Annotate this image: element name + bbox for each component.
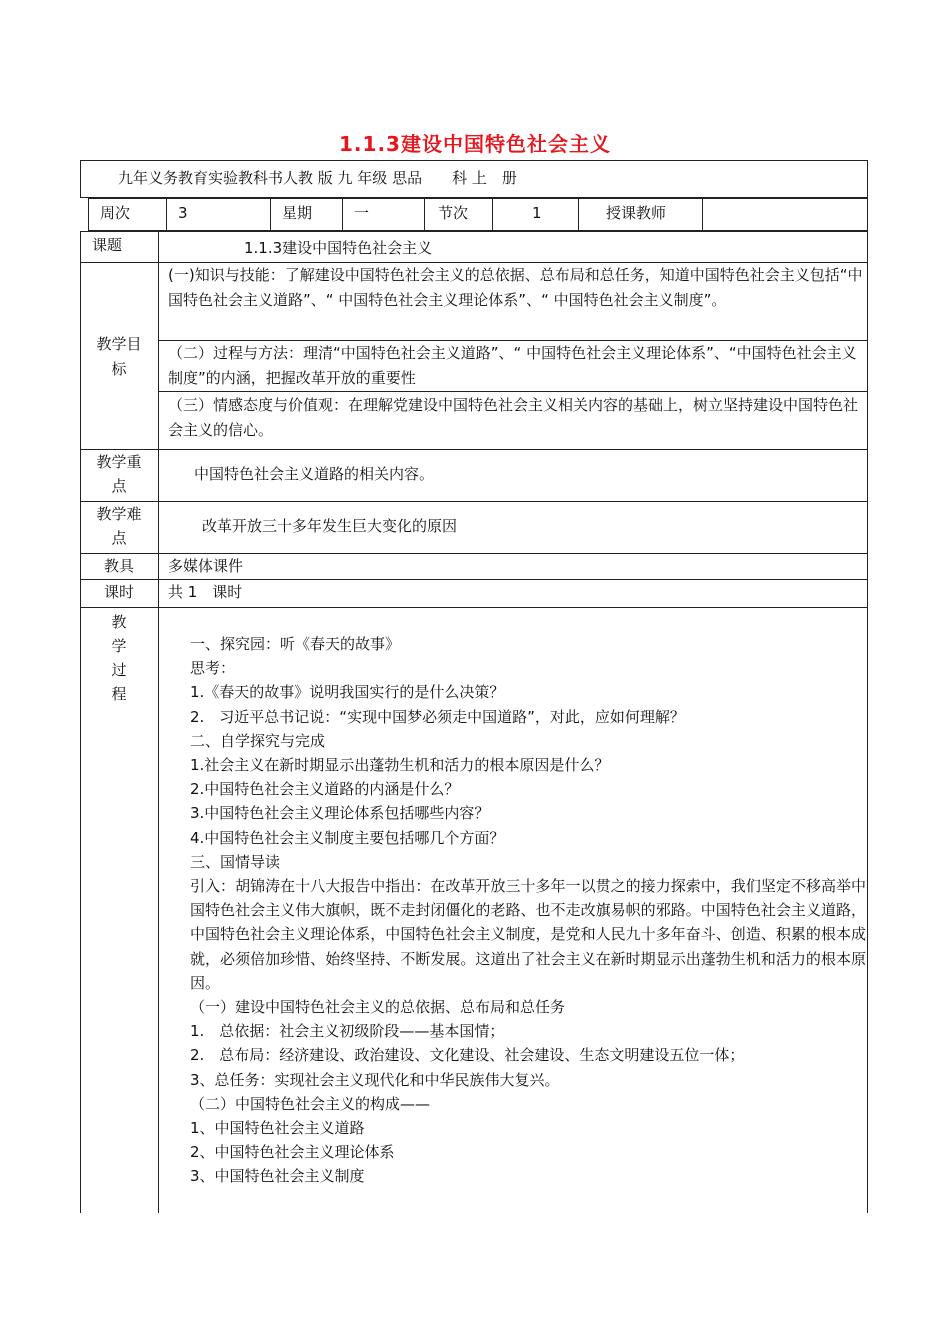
process-line: 3.中国特色社会主义理论体系包括哪些内容？	[190, 804, 490, 823]
goal-process: （二）过程与方法：理清“中国特色社会主义道路”、“ 中国特色社会主义理论体系”、“中国特色社会主义制度”的内涵，把握改革开放的重要性	[168, 344, 857, 387]
process-label-3: 过	[111, 661, 127, 679]
process-line: 2. 习近平总书记说：“实现中国梦必须走中国道路”，对此，应如何理解？	[190, 707, 685, 726]
process-line: 2.中国特色社会主义道路的内涵是什么？	[190, 780, 460, 799]
process-line: 3、中国特色社会主义制度	[190, 1167, 365, 1186]
day-label: 星期	[282, 204, 313, 222]
tools-label: 教具	[103, 557, 134, 575]
info-row	[88, 198, 868, 231]
process-label-1: 教	[111, 613, 127, 631]
process-label-4: 程	[111, 685, 127, 703]
goal-knowledge: (一)知识与技能：了解建设中国特色社会主义的总依据、总布局和总任务，知道中国特色社会主义包括“中国特色社会主义道路”、“ 中国特色社会主义理论体系”、“ 中国特色社会主义制度”。	[168, 266, 863, 309]
label-column-divider	[158, 231, 159, 1213]
process-line: 1、中国特色社会主义道路	[190, 1119, 365, 1138]
goals-label-2: 标	[111, 360, 127, 378]
key-point-label-1: 教学重	[96, 453, 142, 471]
key-point-label-2: 点	[111, 477, 127, 495]
process-label-2: 学	[111, 637, 127, 655]
process-line: 3、总任务：实现社会主义现代化和中华民族伟大复兴。	[190, 1070, 560, 1089]
tools-value: 多媒体课件	[168, 557, 244, 575]
process-line: 二、自学探究与完成	[190, 731, 326, 750]
period-value: 1	[532, 204, 542, 222]
process-line: 1.社会主义在新时期显示出蓬勃生机和活力的根本原因是什么？	[190, 756, 610, 775]
process-line: 三、国情导读	[190, 852, 281, 871]
hours-value: 共 1 课时	[168, 583, 243, 601]
topic-label: 课题	[92, 236, 123, 254]
week-label: 周次	[100, 204, 131, 222]
process-line: 4.中国特色社会主义制度主要包括哪几个方面？	[190, 828, 505, 847]
day-value: 一	[354, 204, 370, 222]
difficult-label-2: 点	[111, 529, 127, 547]
key-point-value: 中国特色社会主义道路的相关内容。	[194, 465, 435, 483]
process-intro-paragraph: 引入：胡锦涛在十八大报告中指出：在改革开放三十多年一以贯之的接力探索中，我们坚定不移高举中国特色社会主义伟大旗帜，既不走封闭僵化的老路、也不走改旗易帜的邪路。中国特色社会主义道路，中国特色社会主义理论体系，中国特色社会主义制度，是党和人民九十多年奋斗、创造、积累的根本成就，必须倍加珍惜、始终坚持、不断发展。这道出了社会主义在新时期显示出蓬勃生机和活力的根本原因。	[190, 877, 866, 992]
goals-label-1: 教学目	[96, 335, 142, 353]
period-label: 节次	[438, 204, 469, 222]
process-line: 2、中国特色社会主义理论体系	[190, 1143, 395, 1162]
process-content	[190, 632, 866, 1189]
process-line: 1. 总依据：社会主义初级阶段——基本国情；	[190, 1022, 505, 1041]
page-title: 1.1.3建设中国特色社会主义	[339, 132, 611, 156]
header-line: 九年义务教育实验教科书人教 版 九 年级 思品 科 上 册	[118, 169, 517, 187]
goal-emotion: （三）情感态度与价值观：在理解党建设中国特色社会主义相关内容的基础上，树立坚持建设中国特色社会主义的信心。	[168, 396, 859, 439]
process-line: 1.《春天的故事》说明我国实行的是什么决策？	[190, 683, 505, 702]
week-value: 3	[178, 204, 188, 222]
hours-label: 课时	[103, 583, 134, 601]
process-line: 一、探究园：听《春天的故事》	[190, 635, 401, 653]
difficult-value: 改革开放三十多年发生巨大变化的原因	[202, 517, 458, 535]
difficult-label-1: 教学难	[96, 505, 142, 523]
process-line: （二）中国特色社会主义的构成——	[190, 1094, 431, 1113]
teacher-label: 授课教师	[606, 204, 667, 222]
process-line: 2. 总布局：经济建设、政治建设、文化建设、社会建设、生态文明建设五位一体；	[190, 1046, 745, 1065]
process-line: （一）建设中国特色社会主义的总依据、总布局和总任务	[190, 998, 566, 1017]
topic-value: 1.1.3建设中国特色社会主义	[244, 239, 433, 257]
process-line: 思考：	[190, 659, 236, 678]
